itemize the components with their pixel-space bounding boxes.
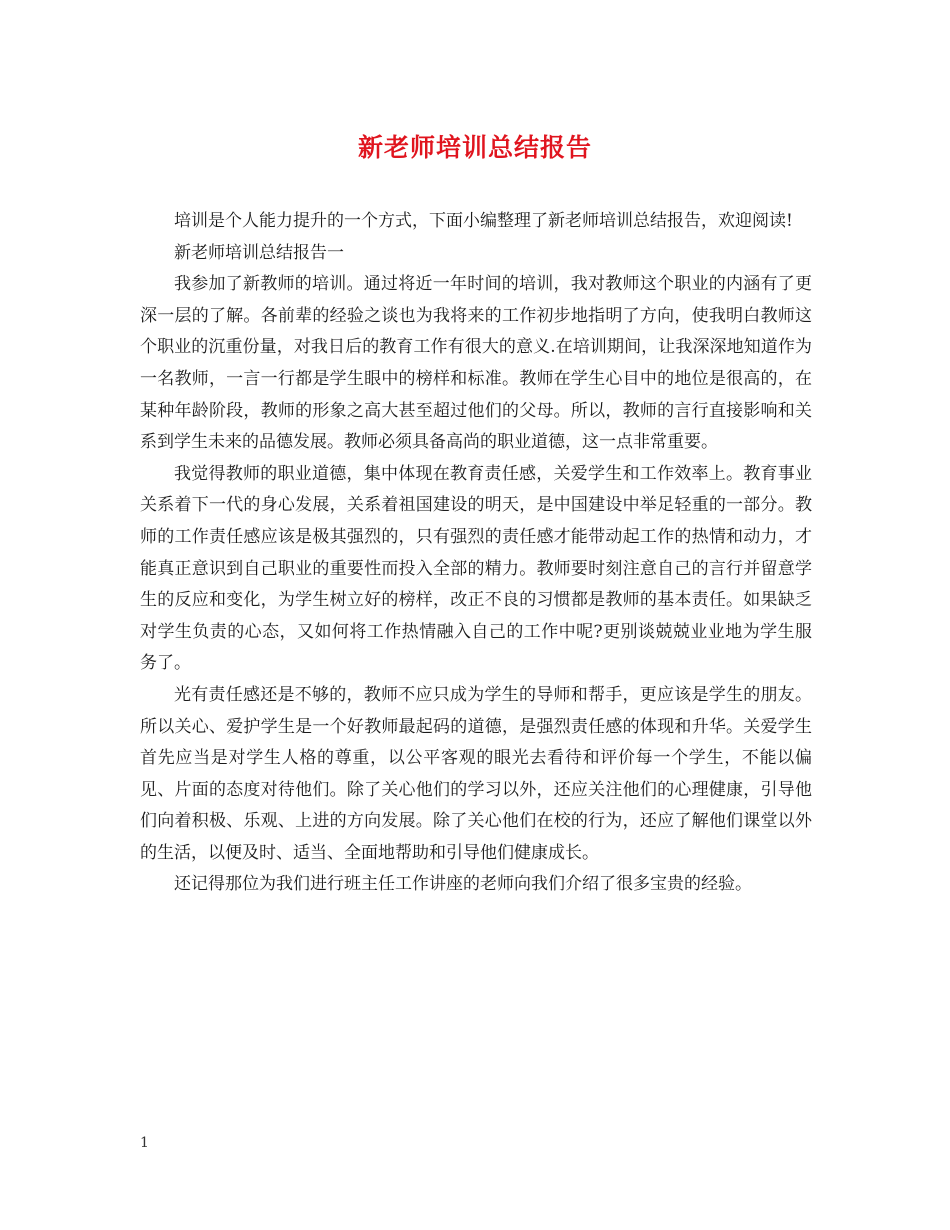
paragraph-body: 我参加了新教师的培训。通过将近一年时间的培训，我对教师这个职业的内涵有了更深一层的了解。各前辈的经验之谈也为我将来的工作初步地指明了方向，使我明白教师这个职业的沉重份量，对我日后的教育工作有很大的意义.在培训期间，让我深深地知道作为一名教师，一言一行都是学生眼中的榜样和标准。教师在学生心目中的地位是很高的，在某种年龄阶段，教师的形象之高大甚至超过他们的父母。所以，教师的言行直接影响和关系到学生未来的品德发展。教师必须具备高尚的职业道德，这一点非常重要。 xyxy=(140,274,812,453)
paragraph-section-heading: 新老师培训总结报告一 xyxy=(174,242,344,263)
paragraph-intro: 培训是个人能力提升的一个方式，下面小编整理了新老师培训总结报告，欢迎阅读! xyxy=(174,211,793,231)
paragraph-body: 光有责任感还是不够的，教师不应只成为学生的导师和帮手，更应该是学生的朋友。所以关心、爱护学生是一个好教师最起码的道德，是强烈责任感的体现和升华。关爱学生首先应当是对学生人格的尊重，以公平客观的眼光去看待和评价每一个学生，不能以偏见、片面的态度对待他们。除了关心他们的学习以外，还应关注他们的心理健康，引导他们向着积极、乐观、上进的方向发展。除了关心他们在校的行为，还应了解他们课堂以外的生活，以便及时、适当、全面地帮助和引导他们健康成长。 xyxy=(140,684,812,863)
page-number: 1 xyxy=(140,1135,149,1151)
paragraph-body: 还记得那位为我们进行班主任工作讲座的老师向我们介绍了很多宝贵的经验。 xyxy=(174,874,752,895)
document-body xyxy=(140,206,812,901)
document-title: 新老师培训总结报告 xyxy=(357,133,592,162)
paragraph-body: 我觉得教师的职业道德，集中体现在教育责任感，关爱学生和工作效率上。教育事业关系着下一代的身心发展，关系着祖国建设的明天，是中国建设中举足轻重的一部分。教师的工作责任感应该是极其强烈的，只有强烈的责任感才能带动起工作的热情和动力，才能真正意识到自己职业的重要性而投入全部的精力。教师要时刻注意自己的言行并留意学生的反应和变化，为学生树立好的榜样，改正不良的习惯都是教师的基本责任。如果缺乏对学生负责的心态，又如何将工作热情融入自己的工作中呢?更别谈兢兢业业地为学生服务了。 xyxy=(140,463,812,674)
